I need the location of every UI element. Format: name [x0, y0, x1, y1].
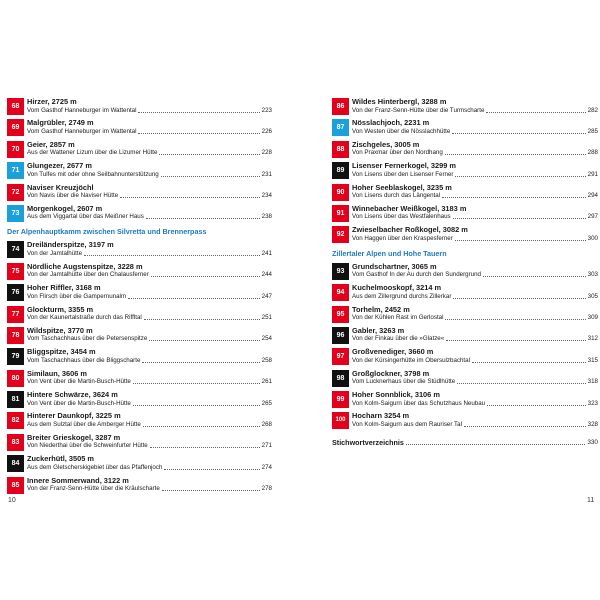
- toc-entry: [332, 347, 598, 368]
- tour-number-badge: 84: [7, 455, 24, 472]
- tour-description: Von Haggen über den Kraspesferner: [352, 234, 453, 242]
- page-reference: 309: [587, 314, 598, 322]
- dot-leader: [452, 133, 585, 134]
- tour-number-badge: 74: [7, 241, 24, 258]
- page-reference: 258: [261, 356, 272, 364]
- tour-title: Hoher Seeblaskogel, 3235 m: [352, 182, 452, 192]
- tour-title: Hoher Sonnblick, 3106 m: [352, 390, 440, 400]
- toc-entry: [7, 326, 272, 347]
- page-reference: 305: [587, 292, 598, 300]
- tour-description: Von Lisens über das Westfalenhaus: [352, 213, 451, 221]
- tour-description: Von der Jamtalhütte über den Chalausferner: [27, 271, 149, 279]
- tour-description: Aus der Wattener Lizum über die Lizumer Hütte: [27, 149, 158, 157]
- toc-left-column: [7, 97, 272, 497]
- toc-entry: [7, 262, 272, 283]
- tour-number-badge: 90: [332, 184, 349, 201]
- tour-number-badge: 89: [332, 162, 349, 179]
- tour-number-badge: 94: [332, 284, 349, 301]
- tour-number-badge: 73: [7, 205, 24, 222]
- tour-number-badge: 92: [332, 226, 349, 243]
- tour-number-badge: 91: [332, 205, 349, 222]
- tour-description: Von der Kürsingerhütte im Obersulzbachtal: [352, 356, 470, 364]
- page-reference: 271: [261, 442, 272, 450]
- dot-leader: [445, 154, 586, 155]
- tour-number-badge: 97: [332, 348, 349, 365]
- toc-entry: [7, 283, 272, 304]
- tour-title: Hinterer Daunkopf, 3225 m: [27, 411, 121, 421]
- toc-entry: [332, 183, 598, 204]
- toc-entry: [332, 161, 598, 182]
- toc-entry: [7, 183, 272, 204]
- tour-description: Vom Gasthof Hanneburger im Wattental: [27, 106, 137, 114]
- page-reference: 261: [261, 378, 272, 386]
- toc-entry: [332, 369, 598, 390]
- index-entry: [332, 435, 598, 447]
- toc-entry: [332, 204, 598, 225]
- dot-leader: [455, 240, 586, 241]
- tour-title: Hoher Riffler, 3168 m: [27, 283, 101, 293]
- dot-leader: [84, 255, 260, 256]
- dot-leader: [151, 276, 260, 277]
- page-number-left: 10: [8, 497, 16, 504]
- tour-number-badge: 76: [7, 284, 24, 301]
- page-reference: 291: [587, 170, 598, 178]
- tour-description: Von Kolm-Saigurn aus dem Rauriser Tal: [352, 420, 462, 428]
- tour-description: Von Navis über die Naviser Hütte: [27, 192, 119, 200]
- toc-entry: [7, 118, 272, 139]
- toc-right-column: [332, 97, 598, 447]
- tour-description: Von Vent über die Martin-Busch-Hütte: [27, 378, 131, 386]
- dot-leader: [144, 319, 260, 320]
- toc-entry: [7, 411, 272, 432]
- tour-number-badge: 86: [332, 98, 349, 115]
- tour-description: Vom Lucknerhaus über die Stüdlhütte: [352, 378, 456, 386]
- tour-description: Von der Franz-Senn-Hütte über die Kräulscharte: [27, 485, 160, 493]
- toc-entry: [332, 390, 598, 411]
- tour-title: Innere Sommerwand, 3122 m: [27, 475, 129, 485]
- dot-leader: [162, 490, 260, 491]
- tour-title: Similaun, 3606 m: [27, 368, 87, 378]
- tour-number-badge: 83: [7, 434, 24, 451]
- toc-entry: [332, 305, 598, 326]
- dot-leader: [149, 340, 259, 341]
- section-heading: Der Alpenhauptkamm zwischen Silvretta und Brennerpass: [7, 227, 207, 237]
- page-reference: 265: [261, 399, 272, 407]
- dot-leader: [138, 133, 259, 134]
- tour-number-badge: 96: [332, 327, 349, 344]
- page-reference: 274: [261, 463, 272, 471]
- tour-number-badge: 100: [332, 412, 349, 429]
- toc-entry: [332, 326, 598, 347]
- page-reference: 241: [261, 249, 272, 257]
- toc-entry: [7, 240, 272, 261]
- dot-leader: [445, 319, 585, 320]
- tour-title: Lisenser Fernerkogel, 3299 m: [352, 161, 456, 171]
- dot-leader: [133, 405, 260, 406]
- toc-entry: [7, 369, 272, 390]
- tour-title: Hintere Schwärze, 3624 m: [27, 390, 118, 400]
- tour-number-badge: 93: [332, 263, 349, 280]
- toc-entry: [7, 454, 272, 475]
- page-reference: 234: [261, 192, 272, 200]
- page-reference: 228: [261, 149, 272, 157]
- tour-title: Nösslachjoch, 2231 m: [352, 118, 430, 128]
- page-number-right: 11: [587, 497, 595, 504]
- dot-leader: [159, 154, 259, 155]
- tour-description: Von Niederthai über die Schweinfurter Hütte: [27, 442, 148, 450]
- tour-number-badge: 68: [7, 98, 24, 115]
- tour-description: Von Praxmar über den Nordhang: [352, 149, 443, 157]
- tour-description: Aus dem Zillergrund durchs Zillerkar: [352, 292, 452, 300]
- page-reference: 231: [261, 170, 272, 178]
- dot-leader: [487, 405, 586, 406]
- toc-entry: [7, 161, 272, 182]
- tour-description: Von Flirsch über die Gampernunalm: [27, 292, 127, 300]
- toc-entry: [7, 390, 272, 411]
- tour-title: Zischgeles, 3005 m: [352, 139, 420, 149]
- tour-title: Zuckerhütl, 3505 m: [27, 454, 94, 464]
- toc-entry: [7, 140, 272, 161]
- tour-description: Von der Franz-Senn-Hütte über die Turmscharte: [352, 106, 485, 114]
- tour-number-badge: 72: [7, 184, 24, 201]
- page-reference: 312: [587, 335, 598, 343]
- page-reference: 323: [587, 399, 598, 407]
- tour-number-badge: 79: [7, 348, 24, 365]
- toc-entry: [332, 97, 598, 118]
- page-reference: 303: [587, 271, 598, 279]
- dot-leader: [457, 383, 585, 384]
- tour-title: Naviser Kreuzjöchl: [27, 182, 94, 192]
- toc-entry: [332, 225, 598, 246]
- tour-description: Von Westen über die Nösslachhütte: [352, 127, 451, 135]
- page-reference: 254: [261, 335, 272, 343]
- dot-leader: [138, 112, 259, 113]
- tour-description: Von Kolm-Saigurn über das Schutzhaus Neubau: [352, 399, 486, 407]
- tour-title: Torhelm, 2452 m: [352, 304, 410, 314]
- page-reference: 238: [261, 213, 272, 221]
- toc-entry: [7, 476, 272, 497]
- page-reference: 300: [587, 234, 598, 242]
- tour-description: Von Tulfes mit oder ohne Seilbahnunterstützung: [27, 170, 159, 178]
- tour-number-badge: 77: [7, 306, 24, 323]
- tour-title: Breiter Grieskogel, 3287 m: [27, 432, 121, 442]
- toc-entry: [332, 140, 598, 161]
- toc-entry: [332, 118, 598, 139]
- dot-leader: [483, 276, 586, 277]
- tour-title: Kuchelmooskopf, 3214 m: [352, 283, 442, 293]
- tour-description: Von der Kühlen Rast im Gerlostal: [352, 314, 444, 322]
- tour-description: Aus dem Gletscherskigebiet über das Pfaffenjoch: [27, 463, 163, 471]
- dot-leader: [143, 426, 260, 427]
- dot-leader: [453, 218, 586, 219]
- page-reference: 223: [261, 106, 272, 114]
- toc-entry: [332, 283, 598, 304]
- dot-leader: [453, 298, 585, 299]
- tour-title: Wildspitze, 3770 m: [27, 325, 93, 335]
- dot-leader: [146, 218, 260, 219]
- tour-number-badge: 85: [7, 477, 24, 494]
- page-reference: 297: [587, 213, 598, 221]
- dot-leader: [128, 298, 260, 299]
- tour-number-badge: 69: [7, 119, 24, 136]
- page-reference: 330: [587, 438, 598, 446]
- dot-leader: [406, 444, 585, 445]
- dot-leader: [161, 176, 260, 177]
- tour-number-badge: 87: [332, 119, 349, 136]
- toc-entry: [332, 411, 598, 432]
- tour-title: Geier, 2857 m: [27, 139, 75, 149]
- tour-number-badge: 78: [7, 327, 24, 344]
- tour-description: Von Lisens durch das Längental: [352, 192, 441, 200]
- tour-title: Winnebacher Weißkogel, 3183 m: [352, 203, 467, 213]
- page-reference: 285: [587, 127, 598, 135]
- tour-number-badge: 99: [332, 391, 349, 408]
- tour-description: Vom Taschachhaus über die Bliggscharte: [27, 356, 141, 364]
- tour-description: Von der Kaunertalstraße durch das Riffltal: [27, 314, 142, 322]
- tour-title: Hirzer, 2725 m: [27, 97, 77, 106]
- tour-title: Hocharn 3254 m: [352, 411, 410, 421]
- dot-leader: [472, 362, 586, 363]
- page-reference: 251: [261, 314, 272, 322]
- tour-description: Aus dem Sulztal über die Amberger Hütte: [27, 420, 141, 428]
- tour-description: Von der Jamtalhütte: [27, 249, 83, 257]
- tour-title: Nördliche Augstenspitze, 3228 m: [27, 261, 143, 271]
- tour-number-badge: 95: [332, 306, 349, 323]
- dot-leader: [142, 362, 259, 363]
- tour-number-badge: 80: [7, 370, 24, 387]
- page-reference: 328: [587, 420, 598, 428]
- tour-description: Von der Finkau über die »Glatze«: [352, 335, 445, 343]
- tour-number-badge: 71: [7, 162, 24, 179]
- tour-description: Von Lisens über den Lisenser Ferner: [352, 170, 454, 178]
- tour-title: Glungezer, 2677 m: [27, 161, 92, 171]
- tour-number-badge: 98: [332, 370, 349, 387]
- tour-description: Vom Gasthof In der Au durch den Sundergrund: [352, 271, 481, 279]
- tour-title: Malgrübler, 2749 m: [27, 118, 94, 128]
- page-reference: 278: [261, 485, 272, 493]
- tour-title: Großglockner, 3798 m: [352, 368, 430, 378]
- dot-leader: [120, 197, 260, 198]
- dot-leader: [464, 426, 586, 427]
- tour-title: Dreiländerspitze, 3197 m: [27, 240, 114, 250]
- dot-leader: [442, 197, 586, 198]
- tour-number-badge: 81: [7, 391, 24, 408]
- dot-leader: [486, 112, 585, 113]
- dot-leader: [133, 383, 260, 384]
- page-reference: 294: [587, 192, 598, 200]
- tour-description: Aus dem Viggartal über das Meißner Haus: [27, 213, 144, 221]
- page-reference: 244: [261, 271, 272, 279]
- tour-number-badge: 75: [7, 263, 24, 280]
- tour-description: Vom Gasthof Hanneburger im Wattental: [27, 127, 137, 135]
- tour-description: Vom Taschachhaus über die Petersenspitze: [27, 335, 148, 343]
- toc-entry: [7, 97, 272, 118]
- index-label: Stichwortverzeichnis: [332, 437, 404, 447]
- tour-title: Wildes Hinterbergl, 3288 m: [352, 97, 447, 106]
- dot-leader: [164, 469, 259, 470]
- page-reference: 282: [587, 106, 598, 114]
- tour-title: Glockturm, 3355 m: [27, 304, 94, 314]
- dot-leader: [455, 176, 585, 177]
- toc-entry: [7, 433, 272, 454]
- toc-entry: [7, 305, 272, 326]
- tour-description: Von Vent über die Martin-Busch-Hütte: [27, 399, 131, 407]
- page-reference: 288: [587, 149, 598, 157]
- toc-entry: [332, 262, 598, 283]
- tour-title: Grundschartner, 3065 m: [352, 261, 437, 271]
- tour-title: Bliggspitze, 3454 m: [27, 347, 96, 357]
- tour-title: Zwieselbacher Roßkogel, 3082 m: [352, 225, 468, 235]
- tour-number-badge: 70: [7, 141, 24, 158]
- tour-number-badge: 88: [332, 141, 349, 158]
- page-reference: 247: [261, 292, 272, 300]
- tour-title: Gabler, 3263 m: [352, 325, 405, 335]
- page-reference: 318: [587, 378, 598, 386]
- dot-leader: [150, 447, 260, 448]
- tour-title: Morgenkogel, 2607 m: [27, 203, 103, 213]
- section-heading: Zillertaler Alpen und Hohe Tauern: [332, 248, 447, 258]
- tour-number-badge: 82: [7, 412, 24, 429]
- dot-leader: [446, 340, 585, 341]
- tour-title: Großvenediger, 3660 m: [352, 347, 434, 357]
- page-reference: 268: [261, 420, 272, 428]
- toc-entry: [7, 347, 272, 368]
- toc-entry: [7, 204, 272, 225]
- page-reference: 226: [261, 127, 272, 135]
- page-reference: 315: [587, 356, 598, 364]
